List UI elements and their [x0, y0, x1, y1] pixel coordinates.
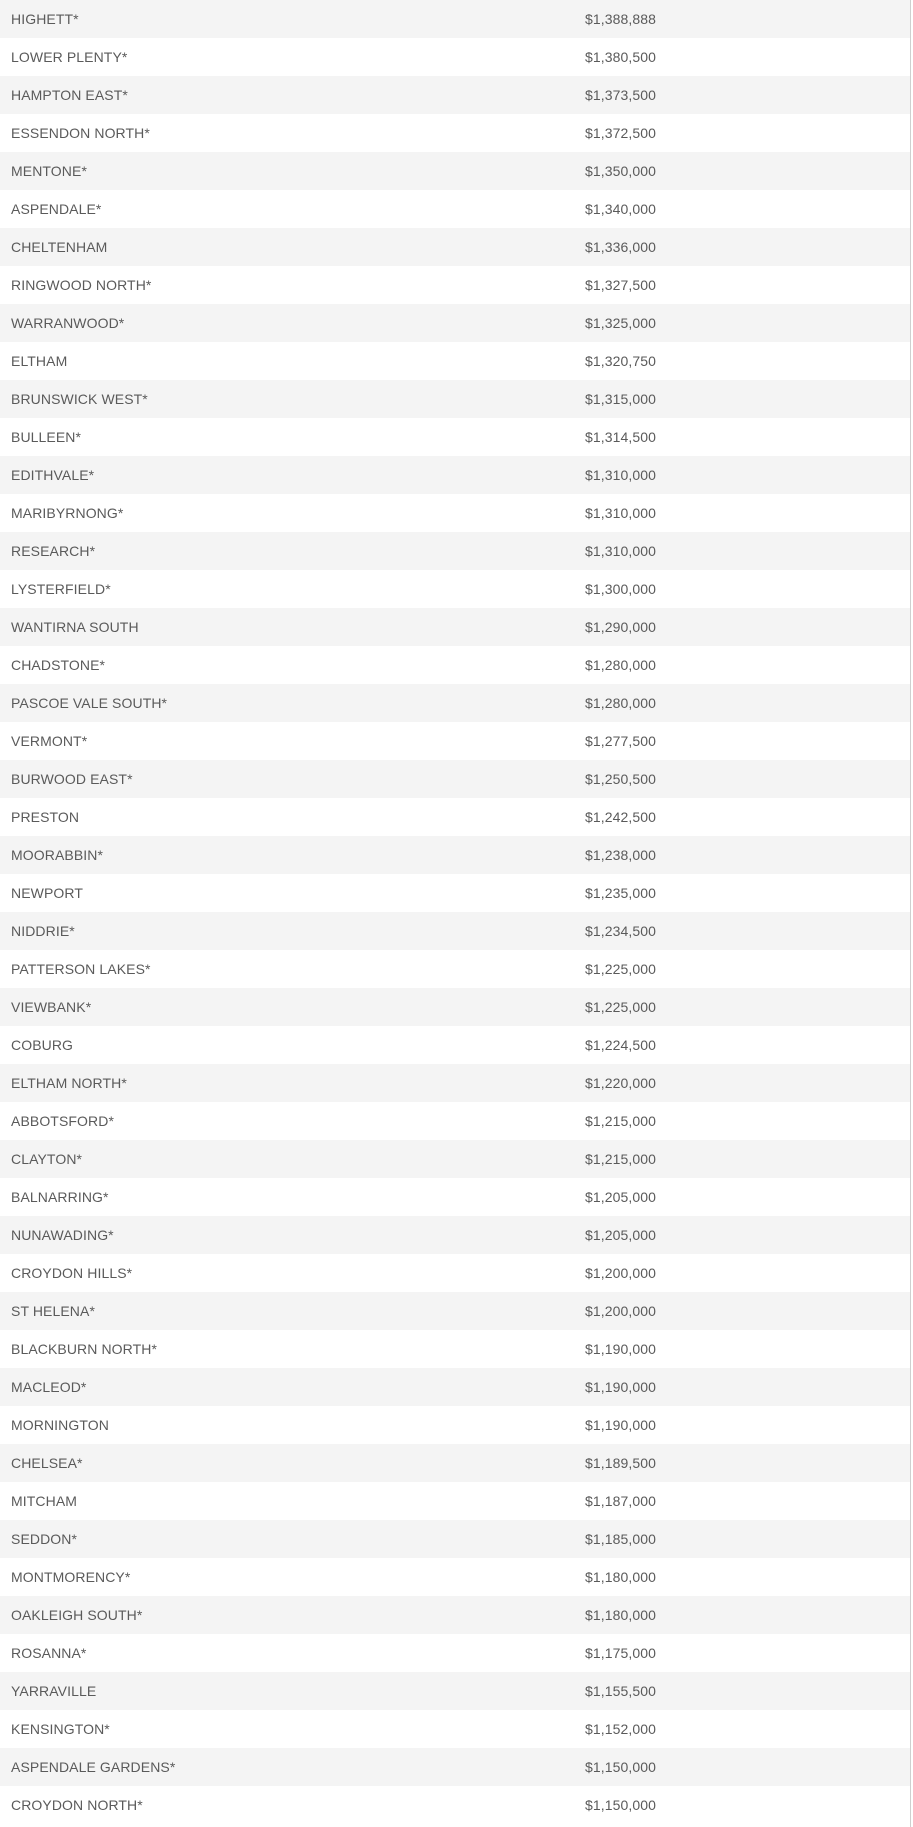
suburb-name-cell: MOORABBIN*	[11, 847, 104, 863]
median-price-cell: $1,225,000	[585, 961, 657, 977]
suburb-name-cell: WARRANWOOD*	[11, 315, 125, 331]
median-price-cell: $1,235,000	[585, 885, 657, 901]
median-price-cell: $1,190,000	[585, 1379, 657, 1395]
table-row	[0, 76, 910, 114]
suburb-name-cell: CLAYTON*	[11, 1151, 83, 1167]
median-price-cell: $1,238,000	[585, 847, 657, 863]
median-price-cell: $1,380,500	[585, 49, 657, 65]
table-row	[0, 266, 910, 304]
table-row	[0, 988, 910, 1026]
table-row	[0, 1292, 910, 1330]
table-row	[0, 1786, 910, 1824]
median-price-cell: $1,314,500	[585, 429, 657, 445]
median-price-cell: $1,215,000	[585, 1113, 657, 1129]
median-price-cell: $1,336,000	[585, 239, 657, 255]
median-price-cell: $1,325,000	[585, 315, 657, 331]
table-row	[0, 494, 910, 532]
table-row	[0, 1178, 910, 1216]
median-price-cell: $1,327,500	[585, 277, 657, 293]
suburb-name-cell: SEDDON*	[11, 1531, 78, 1547]
table-row	[0, 1102, 910, 1140]
median-price-cell: $1,150,000	[585, 1797, 657, 1813]
table-row	[0, 1330, 910, 1368]
table-row	[0, 1596, 910, 1634]
table-row	[0, 304, 910, 342]
median-price-cell: $1,250,500	[585, 771, 657, 787]
median-price-cell: $1,277,500	[585, 733, 657, 749]
suburb-name-cell: BLACKBURN NORTH*	[11, 1341, 158, 1357]
median-price-cell: $1,187,000	[585, 1493, 657, 1509]
median-price-cell: $1,320,750	[585, 353, 657, 369]
median-price-cell: $1,310,000	[585, 543, 657, 559]
median-price-cell: $1,189,500	[585, 1455, 657, 1471]
median-price-cell: $1,185,000	[585, 1531, 657, 1547]
suburb-name-cell: EDITHVALE*	[11, 467, 95, 483]
table-row	[0, 722, 910, 760]
table-row	[0, 1634, 910, 1672]
table-row	[0, 1406, 910, 1444]
table-row	[0, 1140, 910, 1178]
table-row	[0, 646, 910, 684]
median-price-cell: $1,155,500	[585, 1683, 657, 1699]
suburb-name-cell: ABBOTSFORD*	[11, 1113, 115, 1129]
suburb-name-cell: PRESTON	[11, 809, 80, 825]
suburb-name-cell: MORNINGTON	[11, 1417, 109, 1433]
table-row	[0, 1482, 910, 1520]
suburb-name-cell: PASCOE VALE SOUTH*	[11, 695, 168, 711]
median-price-cell: $1,200,000	[585, 1265, 657, 1281]
suburb-name-cell: MACLEOD*	[11, 1379, 87, 1395]
table-row	[0, 0, 910, 38]
suburb-name-cell: LYSTERFIELD*	[11, 581, 111, 597]
median-price-cell: $1,388,888	[585, 11, 657, 27]
table-row	[0, 456, 910, 494]
median-price-cell: $1,373,500	[585, 87, 657, 103]
suburb-name-cell: ASPENDALE GARDENS*	[11, 1759, 176, 1775]
table-row	[0, 1672, 910, 1710]
suburb-name-cell: BULLEEN*	[11, 429, 82, 445]
suburb-name-cell: PATTERSON LAKES*	[11, 961, 151, 977]
suburb-name-cell: HAMPTON EAST*	[11, 87, 128, 103]
suburb-name-cell: CHELTENHAM	[11, 239, 108, 255]
median-price-cell: $1,220,000	[585, 1075, 657, 1091]
median-price-cell: $1,340,000	[585, 201, 657, 217]
suburb-name-cell: MONTMORENCY*	[11, 1569, 131, 1585]
table-row	[0, 380, 910, 418]
median-price-cell: $1,150,000	[585, 1759, 657, 1775]
suburb-name-cell: CROYDON HILLS*	[11, 1265, 133, 1281]
median-price-cell: $1,290,000	[585, 619, 657, 635]
suburb-name-cell: CHADSTONE*	[11, 657, 106, 673]
table-row	[0, 912, 910, 950]
table-row	[0, 342, 910, 380]
table-row	[0, 152, 910, 190]
suburb-name-cell: MARIBYRNONG*	[11, 505, 124, 521]
median-price-cell: $1,280,000	[585, 657, 657, 673]
table-row	[0, 760, 910, 798]
suburb-name-cell: BALNARRING*	[11, 1189, 109, 1205]
median-price-cell: $1,225,000	[585, 999, 657, 1015]
table-row	[0, 1064, 910, 1102]
suburb-name-cell: VERMONT*	[11, 733, 88, 749]
suburb-name-cell: NEWPORT	[11, 885, 83, 901]
suburb-name-cell: BRUNSWICK WEST*	[11, 391, 148, 407]
suburb-name-cell: HIGHETT*	[11, 11, 79, 27]
suburb-name-cell: VIEWBANK*	[11, 999, 92, 1015]
median-price-cell: $1,215,000	[585, 1151, 657, 1167]
table-row	[0, 1368, 910, 1406]
median-price-cell: $1,280,000	[585, 695, 657, 711]
table-row	[0, 1520, 910, 1558]
table-row	[0, 1026, 910, 1064]
table-row	[0, 228, 910, 266]
table-row	[0, 836, 910, 874]
median-price-cell: $1,190,000	[585, 1417, 657, 1433]
median-price-cell: $1,205,000	[585, 1227, 657, 1243]
table-row	[0, 608, 910, 646]
median-price-cell: $1,372,500	[585, 125, 657, 141]
suburb-name-cell: RINGWOOD NORTH*	[11, 277, 152, 293]
table-row	[0, 1558, 910, 1596]
table-row	[0, 570, 910, 608]
table-row	[0, 114, 910, 152]
median-price-cell: $1,315,000	[585, 391, 657, 407]
suburb-name-cell: NIDDRIE*	[11, 923, 75, 939]
median-price-cell: $1,224,500	[585, 1037, 657, 1053]
suburb-name-cell: LOWER PLENTY*	[11, 49, 128, 65]
table-row	[0, 950, 910, 988]
table-row	[0, 1254, 910, 1292]
suburb-name-cell: BURWOOD EAST*	[11, 771, 133, 787]
suburb-name-cell: CROYDON NORTH*	[11, 1797, 143, 1813]
suburb-name-cell: CHELSEA*	[11, 1455, 83, 1471]
table-row	[0, 1216, 910, 1254]
table-row	[0, 38, 910, 76]
median-price-cell: $1,175,000	[585, 1645, 657, 1661]
suburb-name-cell: NUNAWADING*	[11, 1227, 114, 1243]
suburb-name-cell: COBURG	[11, 1037, 74, 1053]
median-price-cell: $1,310,000	[585, 505, 657, 521]
suburb-name-cell: ELTHAM NORTH*	[11, 1075, 127, 1091]
suburb-name-cell: WANTIRNA SOUTH	[11, 619, 139, 635]
suburb-name-cell: OAKLEIGH SOUTH*	[11, 1607, 143, 1623]
table-row	[0, 418, 910, 456]
table-row	[0, 190, 910, 228]
suburb-name-cell: MENTONE*	[11, 163, 87, 179]
table-row	[0, 684, 910, 722]
median-price-cell: $1,234,500	[585, 923, 657, 939]
suburb-name-cell: RESEARCH*	[11, 543, 96, 559]
suburb-name-cell: YARRAVILLE	[11, 1683, 97, 1699]
table-row	[0, 798, 910, 836]
median-price-cell: $1,180,000	[585, 1569, 657, 1585]
suburb-name-cell: ROSANNA*	[11, 1645, 87, 1661]
median-price-cell: $1,200,000	[585, 1303, 657, 1319]
median-price-cell: $1,350,000	[585, 163, 657, 179]
table-row	[0, 874, 910, 912]
suburb-name-cell: ELTHAM	[11, 353, 68, 369]
suburb-name-cell: ASPENDALE*	[11, 201, 102, 217]
median-price-cell: $1,310,000	[585, 467, 657, 483]
table-row	[0, 1710, 910, 1748]
table-row	[0, 1444, 910, 1482]
median-price-cell: $1,180,000	[585, 1607, 657, 1623]
suburb-name-cell: ST HELENA*	[11, 1303, 95, 1319]
suburb-name-cell: MITCHAM	[11, 1493, 78, 1509]
median-price-cell: $1,242,500	[585, 809, 657, 825]
median-price-cell: $1,152,000	[585, 1721, 657, 1737]
suburb-name-cell: ESSENDON NORTH*	[11, 125, 150, 141]
median-price-cell: $1,300,000	[585, 581, 657, 597]
table-row	[0, 1748, 910, 1786]
median-price-cell: $1,190,000	[585, 1341, 657, 1357]
suburb-name-cell: KENSINGTON*	[11, 1721, 110, 1737]
table-row	[0, 532, 910, 570]
median-price-cell: $1,205,000	[585, 1189, 657, 1205]
